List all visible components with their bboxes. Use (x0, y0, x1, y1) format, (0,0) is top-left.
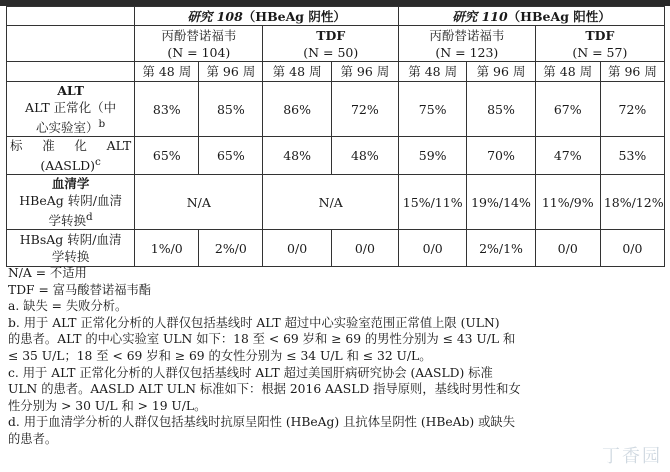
value-cell: 70% (467, 137, 535, 175)
arm-header: TDF (N = 57) (535, 26, 664, 62)
value-cell: 0/0 (399, 230, 467, 267)
corner-cell (7, 26, 135, 62)
na-cell: N/A (135, 175, 263, 230)
study-110-header: 研究 110（HBeAg 阳性） (399, 7, 665, 26)
value-cell: 65% (135, 137, 199, 175)
footnote-line: d. 用于血清学分析的人群仅包括基线时抗原呈阳性 (HBeAg) 且抗体呈阴性 (HBeAb) 或缺失 (8, 415, 516, 430)
arm-header: 丙酚替诺福韦 (N = 104) (135, 26, 263, 62)
alt-central-row (7, 82, 665, 137)
week-cell: 第 96 周 (331, 62, 398, 82)
value-cell: 65% (199, 137, 263, 175)
row-label: HBsAg 转阴/血清 学转换 (7, 230, 135, 267)
hbsag-row (7, 230, 665, 267)
footnote-line: 的患者。 (8, 431, 58, 446)
value-cell: 0/0 (331, 230, 398, 267)
value-cell: 53% (600, 137, 664, 175)
footnotes (8, 265, 663, 448)
week-header-row (7, 62, 665, 82)
value-cell: 19%/14% (467, 175, 535, 230)
value-cell: 0/0 (535, 230, 600, 267)
value-cell: 18%/12% (600, 175, 664, 230)
footnote-line: ULN 的患者。AASLD ALT ULN 标准如下：根据 2016 AASLD 指导原则，基线时男性和女 (8, 382, 521, 397)
value-cell: 85% (467, 82, 535, 137)
arm-header: 丙酚替诺福韦 (N = 123) (399, 26, 536, 62)
week-cell: 第 96 周 (199, 62, 263, 82)
value-cell: 0/0 (263, 230, 331, 267)
value-cell: 11%/9% (535, 175, 600, 230)
value-cell: 2%/1% (467, 230, 535, 267)
value-cell: 59% (399, 137, 467, 175)
row-label: ALT ALT 正常化（中 心实验室）$^b$ (7, 82, 135, 137)
corner-cell (7, 62, 135, 82)
week-cell: 第 48 周 (535, 62, 600, 82)
value-cell: 15%/11% (399, 175, 467, 230)
watermark-logo: 丁香园 (602, 446, 662, 467)
week-cell: 第 48 周 (399, 62, 467, 82)
value-cell: 72% (600, 82, 664, 137)
value-cell: 47% (535, 137, 600, 175)
footnote-line: 的患者。ALT 的中心实验室 ULN 如下：18 至 < 69 岁和 ≥ 69 的男性分别为 ≤ 43 U/L 和 (8, 332, 516, 347)
week-cell: 第 48 周 (135, 62, 199, 82)
footnote-line: a. 缺失 = 失败分析。 (8, 299, 128, 314)
footnote-line: 性分别为 > 30 U/L 和 > 19 U/L。 (8, 398, 207, 413)
footnote-line: c. 用于 ALT 正常化分析的人群仅包括基线时 ALT 超过美国肝病研究协会 (AASLD) 标准 (8, 365, 493, 380)
week-cell: 第 96 周 (600, 62, 664, 82)
alt-aasld-row (7, 137, 665, 175)
value-cell: 85% (199, 82, 263, 137)
value-cell: 83% (135, 82, 199, 137)
week-cell: 第 48 周 (263, 62, 331, 82)
value-cell: 86% (263, 82, 331, 137)
value-cell: 67% (535, 82, 600, 137)
row-label: 标 准 化 ALT (AASLD)$^c$ (7, 137, 135, 175)
value-cell: 1%/0 (135, 230, 199, 267)
footnote-line: ≤ 35 U/L；18 至 < 69 岁和 ≥ 69 的女性分别为 ≤ 34 U/L 和 ≤ 32 U/L。 (8, 348, 432, 363)
value-cell: 75% (399, 82, 467, 137)
value-cell: 48% (263, 137, 331, 175)
study-108-header: 研究 108（HBeAg 阴性） (135, 7, 399, 26)
footnote-line: N/A = 不适用 (8, 266, 87, 280)
arm-header-row (7, 26, 665, 62)
value-cell: 0/0 (600, 230, 664, 267)
na-cell: N/A (263, 175, 399, 230)
serology-row (7, 175, 665, 230)
row-label: 血清学 HBeAg 转阴/血清 学转换$^d$ (7, 175, 135, 230)
week-cell: 第 96 周 (467, 62, 535, 82)
footnote-line: b. 用于 ALT 正常化分析的人群仅包括基线时 ALT 超过中心实验室范围正常值上限 (ULN) (8, 315, 500, 330)
footnote-line: TDF = 富马酸替诺福韦酯 (8, 282, 152, 297)
efficacy-table (6, 6, 665, 267)
corner-cell (7, 7, 135, 26)
value-cell: 48% (331, 137, 398, 175)
value-cell: 2%/0 (199, 230, 263, 267)
value-cell: 72% (331, 82, 398, 137)
study-header-row (7, 7, 665, 26)
arm-header: TDF (N = 50) (263, 26, 399, 62)
